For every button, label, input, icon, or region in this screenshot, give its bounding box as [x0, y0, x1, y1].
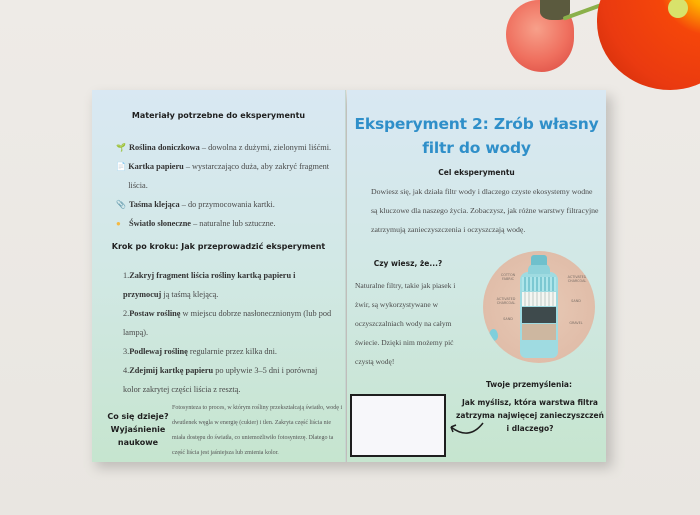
label-sand-left: SAND [503, 317, 513, 321]
thoughts-heading: Twoje przemyślenia: [486, 380, 572, 389]
materials-list [116, 138, 336, 233]
label-cotton: COTTON FABRIC [500, 273, 516, 281]
step-bold: Postaw roślinę [129, 309, 181, 318]
white-layer [522, 292, 556, 306]
material-item [116, 138, 336, 157]
step-bold: Zdejmij kartkę papieru [129, 366, 214, 375]
explanation-body: Fotosynteza to proces, w którym rośliny przekształcają światło, wodę i dwutlenek węgla w energię (cukier) i tlen. Zakryta część liścia nie miała dostępu do światła, co uniemożliwiło fotosyntezę. Dlatego ta część liścia jest jaśniejsza lub zmienia kolor. [172, 405, 343, 456]
step-bold: Podlewaj roślinę [129, 347, 188, 356]
label-charcoal-left: ACTIVATED CHARCOAL [496, 297, 516, 305]
paper-icon: 📄 [116, 162, 126, 171]
step-rest: lampą). [123, 328, 149, 337]
material-item [116, 214, 336, 233]
step-item [123, 342, 335, 361]
experiment-title: Eksperyment 2: Zrób własny filtr do wody [354, 115, 599, 157]
step-number: 2. [123, 309, 130, 318]
step-number: 1. [123, 271, 130, 280]
label-charcoal-right: ACTIVATED CHARCOAL [567, 275, 587, 283]
steps-list [123, 266, 335, 399]
booklet-right-page [347, 90, 606, 462]
material-name: Taśma klejąca [129, 200, 180, 209]
label-sand-right: SAND [571, 299, 581, 303]
step-rest: kolor zakrytej części liścia z resztą. [123, 385, 241, 394]
material-name: Światło słoneczne [129, 219, 191, 228]
answer-box[interactable] [350, 394, 446, 457]
step-rest: ją taśmą klejącą. [163, 290, 219, 299]
steps-heading: Krok po kroku: Jak przeprowadzić eksperyment [111, 242, 326, 251]
material-desc: – wystarczająco duża, aby zakryć fragment liścia. [128, 162, 330, 190]
goal-body: Dowiesz się, jak działa filtr wody i dlaczego czyste ekosystemy wodne są kluczowe dla naszego życia. Zobaczysz, jak różne warstwy filtracyjne zatrzymują zanieczyszczenia i oczyszczają wodę. [371, 187, 599, 234]
material-item [116, 157, 336, 195]
curved-arrow-icon [447, 417, 487, 439]
material-desc: – dowolna z dużymi, zielonymi liśćmi. [199, 143, 332, 152]
material-name: Roślina doniczkowa [129, 143, 200, 152]
sand-layer [522, 324, 556, 340]
step-item [123, 266, 335, 304]
booklet-left-page [92, 90, 346, 462]
seedling-icon: 🌱 [116, 143, 126, 152]
cotton-layer [522, 277, 556, 291]
step-bold: Zakryj fragment liścia rośliny kartką papieru i przymocuj [123, 271, 296, 299]
step-text: regularnie przez kilka dni. [187, 347, 278, 356]
water-drop-icon [489, 329, 498, 341]
material-desc: – naturalne lub sztuczne. [191, 219, 276, 228]
thoughts-question: Jak myślisz, która warstwa filtra zatrzyma najwięcej zanieczyszczeń i dlaczego? [456, 398, 604, 433]
step-text: w miejscu dobrze nasłonecznionym (lub pod [180, 309, 332, 318]
did-you-know-heading: Czy wiesz, że...? [373, 259, 443, 268]
bottle-drawing [520, 255, 558, 359]
step-text: po upływie 3–5 dni i porównaj [213, 366, 318, 375]
material-name: Kartka papieru [128, 162, 184, 171]
materials-heading: Materiały potrzebne do eksperymentu [131, 111, 306, 120]
charcoal-layer [522, 307, 556, 323]
step-number: 4. [123, 366, 130, 375]
bottle-cap [531, 255, 547, 265]
step-item [123, 361, 335, 399]
step-number: 3. [123, 347, 130, 356]
sun-icon: ● [116, 219, 121, 228]
goal-heading: Cel eksperymentu [438, 168, 515, 177]
explanation-heading: Co się dzieje? Wyjaśnienie naukowe [107, 412, 169, 447]
label-gravel: GRAVEL [569, 321, 583, 325]
bottle-neck [528, 264, 550, 274]
did-you-know-body: Naturalne filtry, takie jak piasek i żwir, są wykorzystywane w oczyszczalniach wody na całym świecie. Dzięki nim możemy pić czystą wodę! [355, 281, 456, 366]
paperclip-icon: 📎 [116, 200, 126, 209]
step-item [123, 304, 335, 342]
material-item [116, 195, 336, 214]
water-filter-illustration [483, 251, 595, 363]
material-desc: – do przymocowania kartki. [179, 200, 275, 209]
